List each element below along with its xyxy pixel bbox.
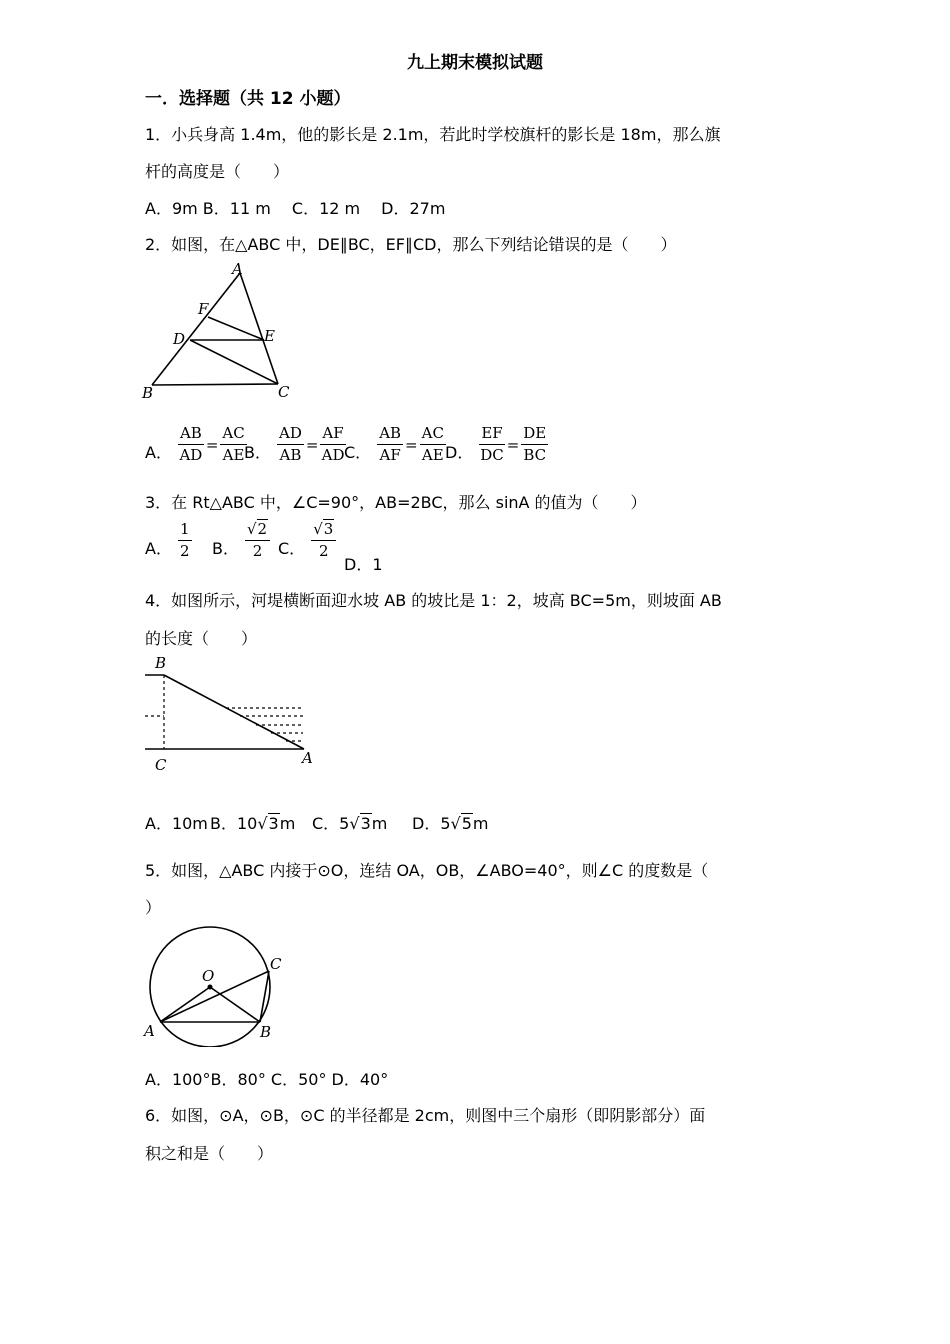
q2-option-a-frac2: $\frac{AC}{AE}$	[222, 424, 245, 464]
q6-text-line1: 6．如图，⊙A，⊙B，⊙C 的半径都是 2cm，则图中三个扇形（即阴影部分）面	[145, 1106, 706, 1125]
q3-option-b: B． $\frac{√2}{2}$	[212, 522, 270, 559]
q4-text-line2: 的长度（ ）	[145, 629, 258, 648]
q5-label-c: C	[270, 955, 282, 973]
q4-label-c: C	[155, 756, 167, 774]
section-heading: 一．选择题（共 12 小题）	[145, 89, 351, 109]
q4-option-b: B．10√3m	[210, 814, 296, 833]
q5-circle-figure	[140, 925, 290, 1047]
q5-options: A．100°B．80° C．50° D．40°	[145, 1070, 389, 1089]
q2-option-d: D． $\frac{EF}{DC}$ = $\frac{DE}{BC}$	[445, 424, 547, 464]
q5-center-point	[208, 985, 213, 990]
q2-label-a: A	[232, 262, 243, 278]
q1-text-line1: 1．小兵身高 1.4m，他的影长是 2.1m，若此时学校旗杆的影长是 18m，那么旗	[145, 125, 721, 144]
q4-option-a: A．10m	[145, 814, 208, 833]
q2-label-b: B	[142, 384, 154, 402]
q4-slope-ab	[164, 675, 304, 749]
q2-side-ab	[152, 273, 240, 385]
q2-option-b-frac2: $\frac{AF}{AD}$	[321, 424, 345, 464]
q2-option-d-frac2: $\frac{DE}{BC}$	[523, 424, 547, 464]
q1-text-line2: 杆的高度是（ ）	[145, 162, 290, 181]
q2-option-c-frac1: $\frac{AB}{AF}$	[379, 424, 402, 464]
q2-label-f: F	[198, 300, 209, 318]
q4-slope-figure	[140, 652, 320, 774]
q1-options: A．9m B．11 m C．12 m D．27m	[145, 199, 446, 218]
q4-option-c: C．5√3m	[312, 814, 388, 833]
q3-option-a-frac: $\frac{1}{2}$	[179, 520, 190, 560]
q5-chord-ac	[160, 971, 269, 1022]
q5-chord-bc	[260, 971, 269, 1022]
q4-label-a: A	[302, 749, 313, 767]
q2-option-a: A． $\frac{AB}{AD}$ = $\frac{AC}{AE}$	[145, 424, 245, 464]
page-title: 九上期末模拟试题	[407, 53, 543, 73]
q3-option-b-frac: $\frac{√2}{2}$	[245, 522, 270, 559]
q2-text: 2．如图，在△ABC 中，DE∥BC，EF∥CD，那么下列结论错误的是（ ）	[145, 235, 677, 254]
q2-label-d: D	[173, 330, 186, 348]
q3-text: 3．在 Rt△ABC 中，∠C=90°，AB=2BC，那么 sinA 的值为（ ）	[145, 493, 647, 512]
q2-side-bc	[152, 384, 278, 385]
q5-text-line1: 5．如图，△ABC 内接于⊙O，连结 OA，OB，∠ABO=40°，则∠C 的度数是（	[145, 861, 709, 880]
q2-option-b-frac1: $\frac{AD}{AB}$	[278, 424, 302, 464]
q4-label-b: B	[155, 654, 167, 672]
q4-text-line1: 4．如图所示，河堤横断面迎水坡 AB 的坡比是 1：2，坡高 BC=5m，则坡面 AB	[145, 591, 722, 610]
q3-option-c-frac: $\frac{√3}{2}$	[311, 522, 336, 559]
q2-triangle-figure	[140, 262, 300, 404]
q4-option-d: D．5√5m	[412, 814, 489, 833]
q2-option-d-frac1: $\frac{EF}{DC}$	[480, 424, 504, 464]
q5-label-b: B	[260, 1023, 272, 1041]
q5-radius-ob	[210, 987, 260, 1022]
q2-option-b: B． $\frac{AD}{AB}$ = $\frac{AF}{AD}$	[244, 424, 345, 464]
q5-radius-oa	[160, 987, 210, 1022]
q3-option-a: A． $\frac{1}{2}$	[145, 520, 190, 560]
q2-option-a-frac1: $\frac{AB}{AD}$	[179, 424, 203, 464]
q2-label-c: C	[278, 383, 290, 401]
q6-text-line2: 积之和是（ ）	[145, 1144, 274, 1163]
q3-option-c: C． $\frac{√3}{2}$	[278, 522, 336, 559]
q2-label-e: E	[264, 327, 275, 345]
q2-option-c-frac2: $\frac{AC}{AE}$	[421, 424, 444, 464]
q5-text-line2: ）	[145, 898, 162, 917]
q3-option-d: D．1	[344, 555, 383, 574]
q2-option-c: C． $\frac{AB}{AF}$ = $\frac{AC}{AE}$	[344, 424, 444, 464]
q5-label-a: A	[144, 1022, 155, 1040]
q5-label-o: O	[202, 967, 215, 985]
